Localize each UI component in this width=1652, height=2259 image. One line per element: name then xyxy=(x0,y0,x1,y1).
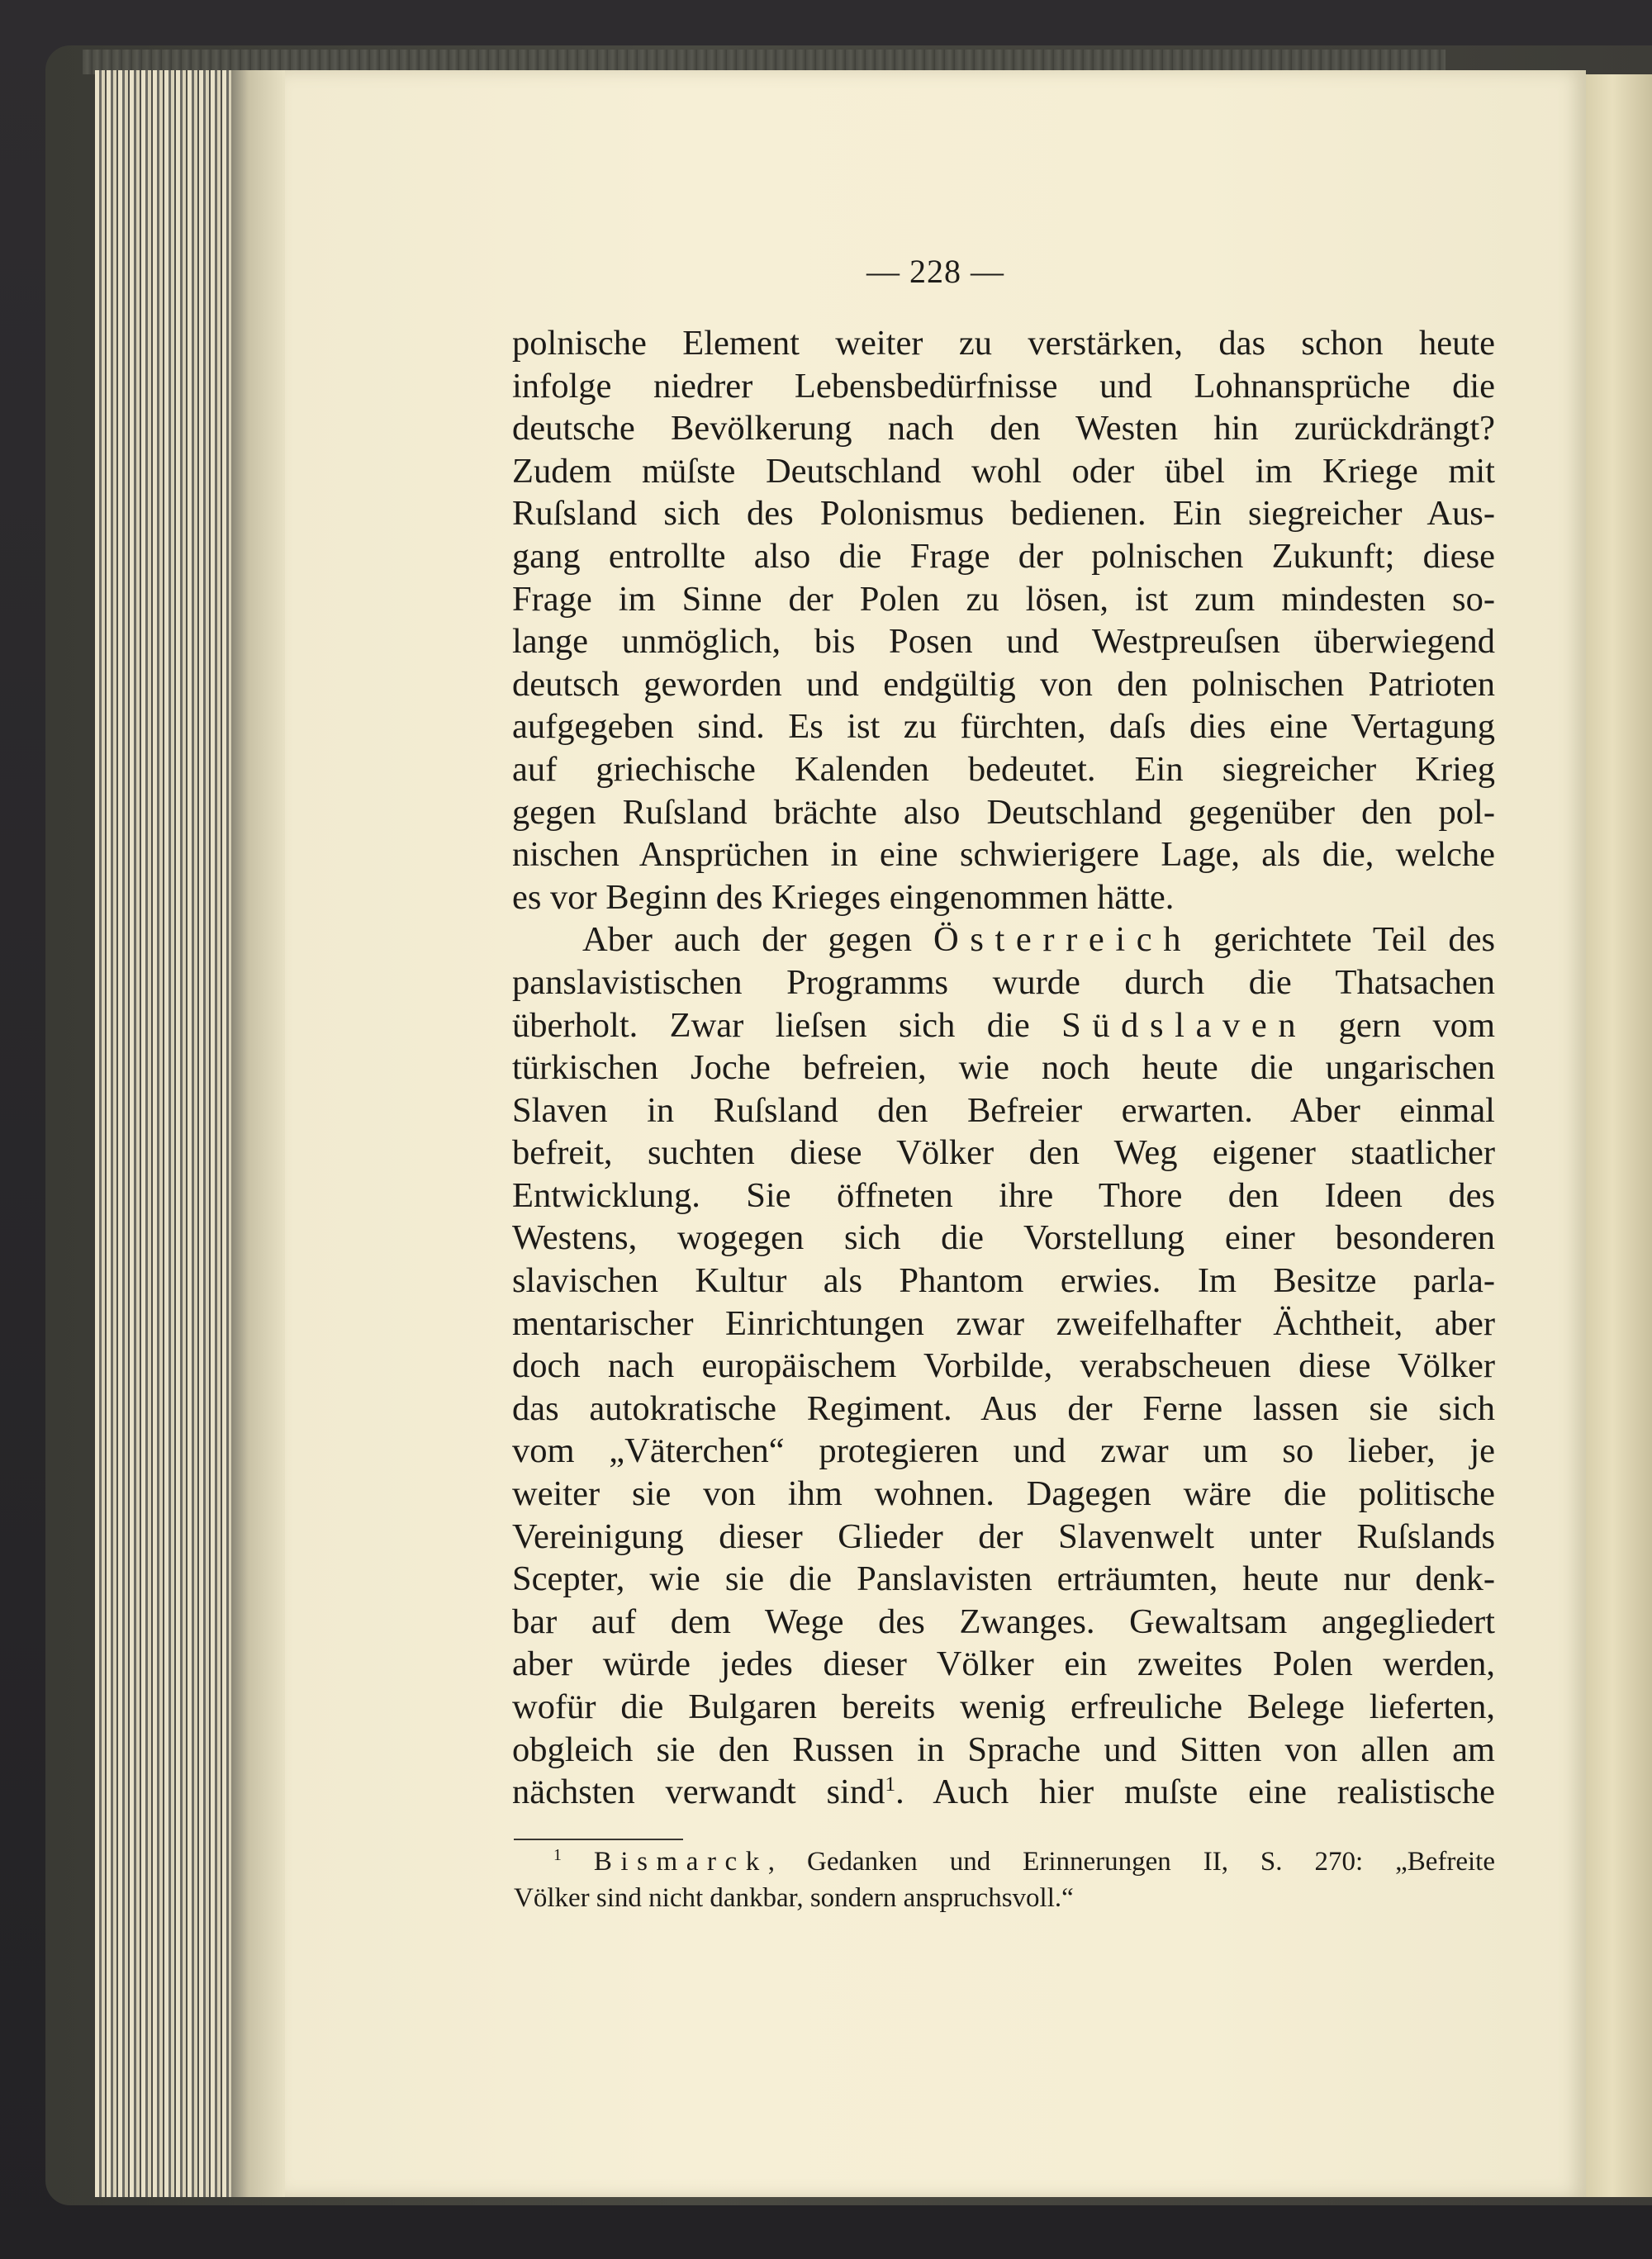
text-line: deutsch geworden und endgültig von den polnischen Patrioten xyxy=(512,664,1495,704)
text-line: mentarischer Einrichtungen zwar zweifelhafter Ächtheit, aber xyxy=(512,1303,1495,1343)
text-line xyxy=(512,918,1495,961)
text-line: es vor Beginn des Krieges eingenommen hätte. xyxy=(512,877,1175,917)
text-line: polnische Element weiter zu verstärken, das schon heute xyxy=(512,324,1495,363)
text-line: panslavistischen Programms wurde durch die Thatsachen xyxy=(512,962,1495,1002)
text-line: obgleich sie den Russen in Sprache und Sitten von allen am xyxy=(512,1730,1495,1769)
text-line xyxy=(512,1004,1495,1047)
text-line: Vereinigung dieser Glieder der Slavenwelt unter Ruſslands xyxy=(512,1516,1495,1556)
text-line: vom „Väterchen“ protegieren und zwar um so lieber, je xyxy=(512,1431,1495,1471)
text-segment: überholt. Zwar lieſsen sich die xyxy=(512,1005,1030,1045)
spaced-emphasis: Südslaven xyxy=(1061,1005,1308,1045)
text-line: Entwicklung. Sie öffneten ihre Thore den Ideen des xyxy=(512,1175,1495,1215)
text-segment: gerichtete Teil des xyxy=(1213,920,1495,960)
gutter-shadow xyxy=(231,70,289,2197)
text-line: bar auf dem Wege des Zwanges. Gewaltsam angegliedert xyxy=(512,1602,1495,1641)
text-line: Westens, wogegen sich die Vorstellung einer besonderen xyxy=(512,1218,1495,1258)
text-line: türkischen Joche befreien, wie noch heute die ungarischen xyxy=(512,1048,1495,1088)
text-line: doch nach europäischem Vorbilde, verabscheuen diese Völker xyxy=(512,1346,1495,1386)
text-line: weiter sie von ihm wohnen. Dagegen wäre die politische xyxy=(512,1474,1495,1514)
text-line: Zudem müſste Deutschland wohl oder übel im Kriege mit xyxy=(512,451,1495,491)
text-line: gegen Ruſsland brächte also Deutschland gegenüber den pol- xyxy=(512,792,1495,832)
text-line: gang entrollte also die Frage der polnischen Zukunft; diese xyxy=(512,536,1495,576)
text-line: auf griechische Kalenden bedeutet. Ein siegreicher Krieg xyxy=(512,749,1495,789)
text-line: aufgegeben sind. Es ist zu fürchten, daſs dies eine Vertagung xyxy=(512,707,1495,747)
text-line: das autokratische Regiment. Aus der Ferne lassen sie sich xyxy=(512,1388,1495,1428)
right-page-edge xyxy=(1586,74,1652,2197)
footnote-divider xyxy=(514,1839,683,1840)
text-line: deutsche Bevölkerung nach den Westen hin zurückdrängt? xyxy=(512,409,1495,448)
text-segment: Aber auch der gegen xyxy=(582,920,913,960)
page-edges-stack xyxy=(95,70,231,2197)
footnote-marker: 1 xyxy=(553,1846,562,1864)
spaced-emphasis: Österreich xyxy=(933,920,1193,960)
text-line xyxy=(512,1771,1495,1814)
text-line: infolge niedrer Lebensbedürfnisse und Lohnansprüche die xyxy=(512,366,1495,406)
footnote-block xyxy=(514,1844,1495,1916)
text-line: befreit, suchten diese Völker den Weg eigener staatlicher xyxy=(512,1133,1495,1173)
text-line: slavischen Kultur als Phantom erwies. Im Besitze parla- xyxy=(512,1261,1495,1301)
footnote-line: Völker sind nicht dankbar, sondern anspruchsvoll.“ xyxy=(514,1883,1074,1913)
text-line: Frage im Sinne der Polen zu lösen, ist zum mindesten so- xyxy=(512,579,1495,619)
text-segment: . Auch hier muſste eine realistische xyxy=(895,1773,1495,1812)
text-line: Slaven in Ruſsland den Befreier erwarten. Aber einmal xyxy=(512,1090,1495,1130)
text-line: wofür die Bulgaren bereits wenig erfreuliche Belege lieferten, xyxy=(512,1687,1495,1726)
text-line: lange unmöglich, bis Posen und Westpreuſsen überwiegend xyxy=(512,622,1495,662)
text-line: Ruſsland sich des Polonismus bedienen. Ein siegreicher Aus- xyxy=(512,494,1495,534)
footnote-reference: 1 xyxy=(885,1772,896,1796)
page-number: — 228 — xyxy=(866,253,1004,290)
footnote-line xyxy=(514,1844,1495,1880)
body-text xyxy=(512,322,1495,1814)
footnote-text: , Gedanken und Erinnerungen II, S. 270: „Befreite xyxy=(767,1847,1495,1877)
text-line: nischen Ansprüchen in eine schwierigere Lage, als die, welche xyxy=(512,835,1495,875)
text-segment: nächsten verwandt sind xyxy=(512,1773,885,1812)
text-segment: gern vom xyxy=(1338,1005,1495,1045)
text-line: Scepter, wie sie die Panslavisten erträumten, heute nur denk- xyxy=(512,1559,1495,1599)
text-line: aber würde jedes dieser Völker ein zweites Polen werden, xyxy=(512,1644,1495,1684)
footnote-author: Bismarck xyxy=(593,1847,768,1877)
